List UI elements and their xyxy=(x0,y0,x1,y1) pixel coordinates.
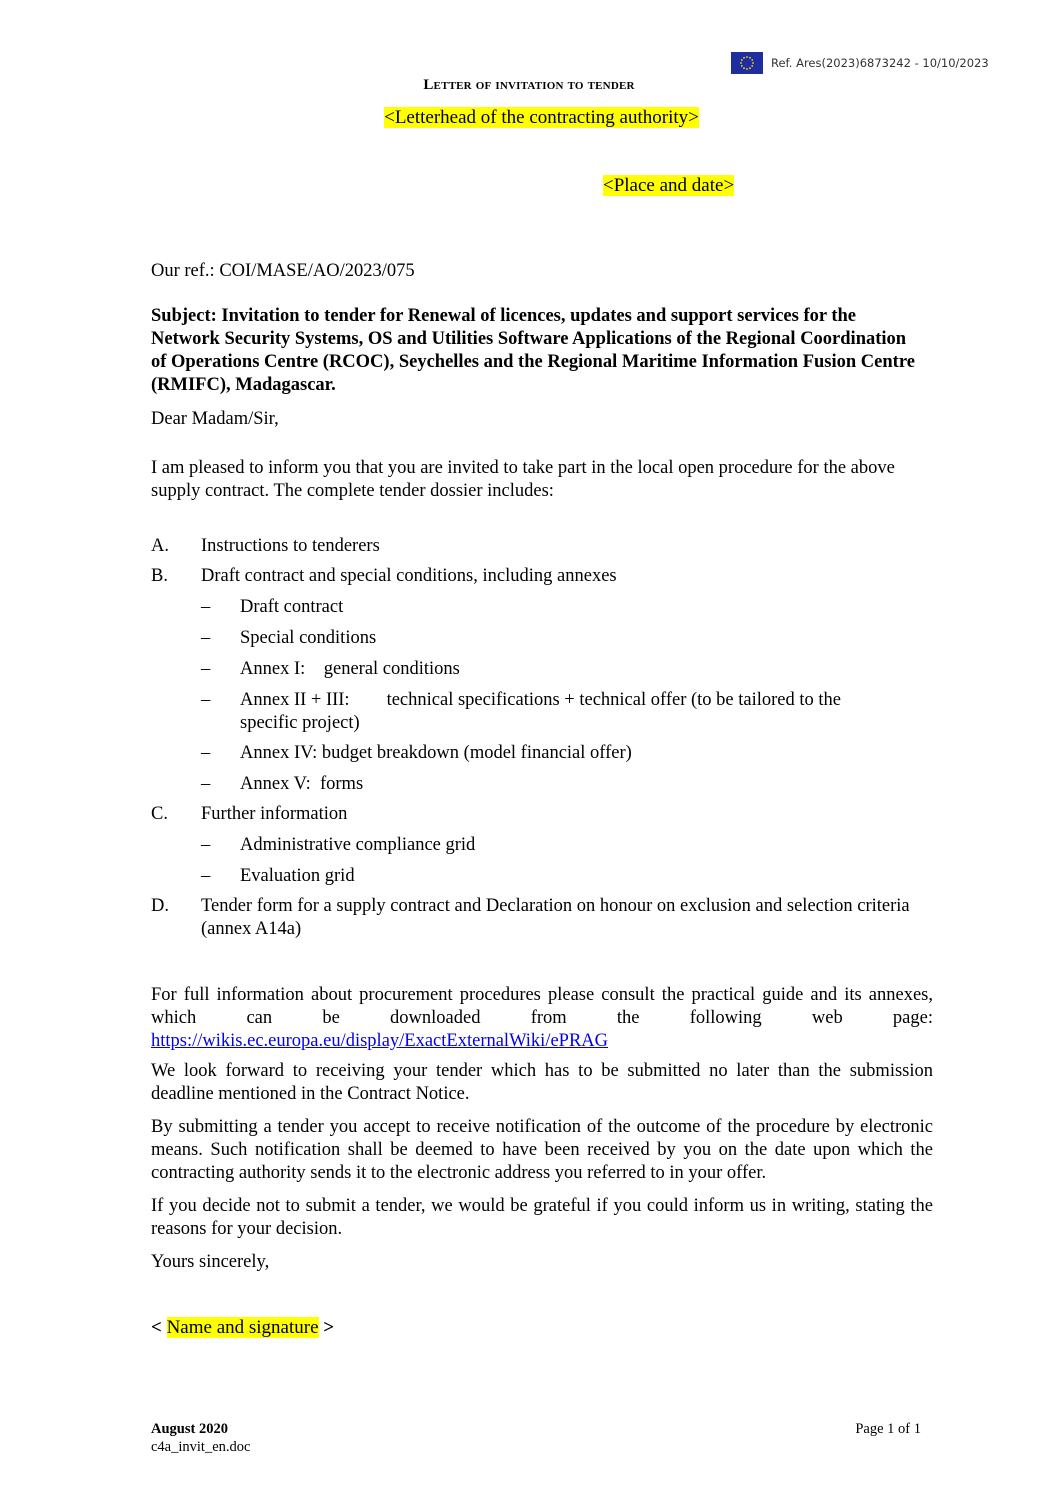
deadline-paragraph: We look forward to receiving your tender which has to be submitted no later than the submission deadline mentioned in the Contract Notice. xyxy=(151,1061,933,1104)
dossier-item-c xyxy=(151,803,921,826)
dossier-item-d xyxy=(151,895,921,941)
dash-bullet: – xyxy=(201,690,211,710)
sub-item-text: Annex IV: budget breakdown (model financial offer) xyxy=(240,743,632,763)
dossier-item-a xyxy=(151,535,921,558)
sub-item xyxy=(201,742,901,765)
our-reference: Our ref.: COI/MASE/AO/2023/075 xyxy=(151,261,415,281)
closing: Yours sincerely, xyxy=(151,1252,270,1272)
subject-line: Subject: Invitation to tender for Renewal of licences, updates and support services for the Network Security Systems, OS and Utilities Software Applications of the Regional Coordination of Operations Centre (RCOC), Seychelles and the Regional Maritime Information Fusion Centre (RMIFC), Madagascar. xyxy=(151,306,915,395)
item-text: Draft contract and special conditions, including annexes xyxy=(201,566,617,586)
notification-paragraph: By submitting a tender you accept to receive notification of the outcome of the procedure by electronic means. Such notification shall be deemed to have been received by you on the date upon which the contracting authority sends it to the electronic address you referred to in your offer. xyxy=(151,1117,933,1183)
sub-item xyxy=(201,834,901,857)
dash-bullet: – xyxy=(201,743,211,763)
title-text: Letter of invitation to tender xyxy=(423,77,635,93)
salutation: Dear Madam/Sir, xyxy=(151,409,279,429)
sub-item-text: Administrative compliance grid xyxy=(240,835,476,855)
dash-bullet: – xyxy=(201,597,211,617)
document-title xyxy=(0,77,1058,94)
sub-item-text: Annex V: forms xyxy=(240,774,364,794)
sub-item xyxy=(201,596,901,619)
sub-item xyxy=(201,627,901,650)
dash-bullet: – xyxy=(201,628,211,648)
footer-filename: c4a_invit_en.doc xyxy=(151,1439,251,1455)
item-text: Instructions to tenderers xyxy=(201,536,380,556)
sub-item-text: Special conditions xyxy=(240,628,377,648)
place-date-text: <Place and date> xyxy=(603,175,735,196)
place-date-placeholder xyxy=(603,175,734,197)
item-letter: D. xyxy=(151,896,169,916)
signature-placeholder xyxy=(151,1317,334,1339)
item-text: Further information xyxy=(201,804,348,824)
sub-item-text: Evaluation grid xyxy=(240,866,355,886)
intro-paragraph: I am pleased to inform you that you are invited to take part in the local open procedure for the above supply contract. The complete tender dossier includes: xyxy=(151,458,895,501)
signature-close-bracket: > xyxy=(318,1317,335,1338)
sub-item-text: Draft contract xyxy=(240,597,344,617)
ares-reference: Ref. Ares(2023)6873242 - 10/10/2023 xyxy=(771,56,989,70)
dash-bullet: – xyxy=(201,774,211,794)
eprag-link[interactable]: https://wikis.ec.europa.eu/display/ExactExternalWiki/ePRAG xyxy=(151,1031,609,1051)
letterhead-placeholder xyxy=(0,107,1058,129)
item-letter: C. xyxy=(151,804,168,824)
letterhead-text: <Letterhead of the contracting authority> xyxy=(384,107,699,128)
eu-flag-icon xyxy=(731,52,763,74)
sub-item-text: Annex I: general conditions xyxy=(240,659,460,679)
sub-item-text: Annex II + III: technical specifications + technical offer (to be tailored to the specific project) xyxy=(240,690,846,733)
sub-item xyxy=(201,865,901,888)
item-letter: B. xyxy=(151,566,168,586)
sub-item xyxy=(201,773,901,796)
dossier-item-b xyxy=(151,565,921,588)
signature-text: Name and signature xyxy=(166,1317,319,1338)
dash-bullet: – xyxy=(201,835,211,855)
decline-paragraph: If you decide not to submit a tender, we would be grateful if you could inform us in writing, stating the reasons for your decision. xyxy=(151,1196,933,1239)
ares-stamp xyxy=(731,52,989,74)
procurement-info-text: For full information about procurement procedures please consult the practical guide and its annexes, which can be downloaded from the following web page: xyxy=(151,985,933,1028)
dash-bullet: – xyxy=(201,659,211,679)
item-letter: A. xyxy=(151,536,169,556)
footer-date: August 2020 xyxy=(151,1421,228,1437)
dash-bullet: – xyxy=(201,866,211,886)
item-text: Tender form for a supply contract and Declaration on honour on exclusion and selection criteria (annex A14a) xyxy=(201,896,910,939)
page-number: Page 1 of 1 xyxy=(855,1421,921,1437)
signature-open-bracket: < xyxy=(151,1317,167,1338)
sub-item xyxy=(201,658,901,681)
page-footer xyxy=(151,1420,921,1456)
procurement-info-paragraph xyxy=(151,984,933,1053)
sub-item xyxy=(201,689,901,735)
